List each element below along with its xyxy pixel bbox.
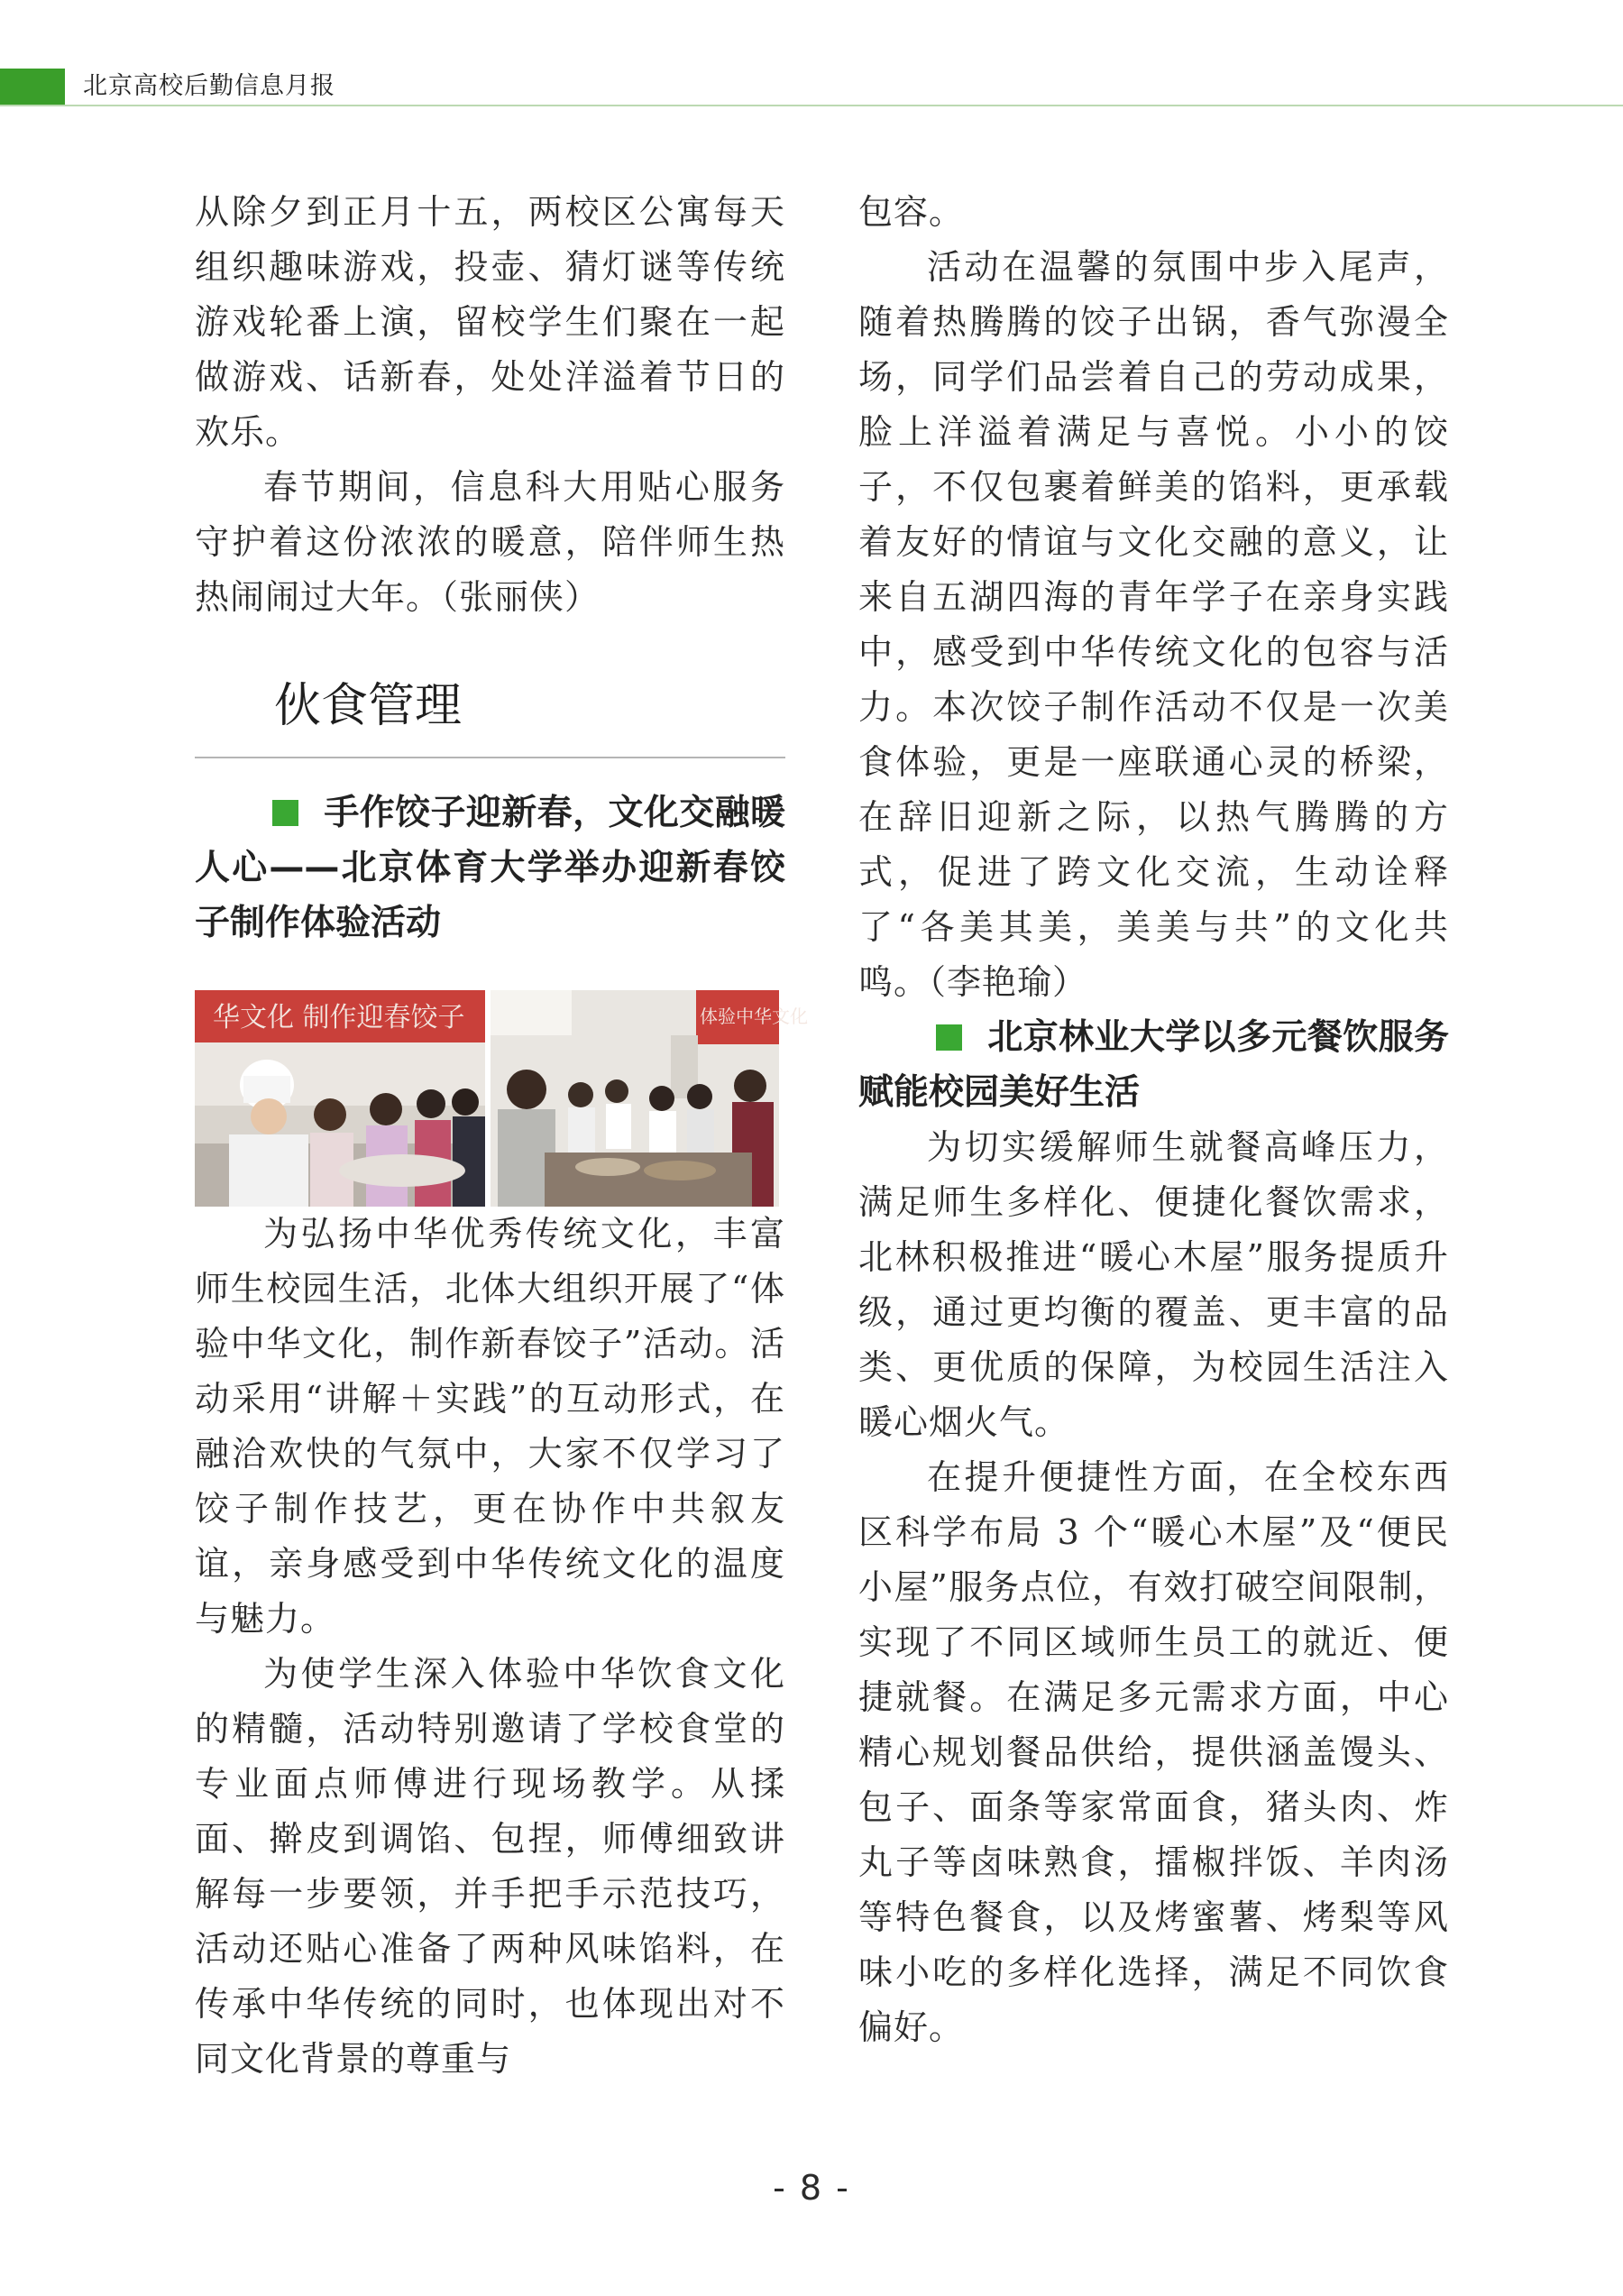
section-heading: 伙食管理 [195, 672, 785, 758]
left-column [195, 185, 808, 2087]
header-accent-block [0, 69, 65, 105]
green-square-icon [272, 800, 298, 826]
photo-banner-text: 体验中华文化 [700, 1006, 808, 1027]
article-title-text: 手作饺子迎新春，文化交融暖人心——北京体育大学举办迎新春饺子制作体验活动 [195, 793, 785, 943]
photo-banner-text: 华文化 制作迎春饺子 [213, 1002, 465, 1033]
paragraph: 为弘扬中华优秀传统文化，丰富师生校园生活，北体大组织开展了“体验中华文化，制作新春饺子”活动。活动采用“讲解＋实践”的互动形式，在融洽欢快的气氛中，大家不仅学习了饺子制作技艺，更在协作中共叙友谊，亲身感受到中华传统文化的温度与魅力。 [195, 1214, 785, 1639]
header-bar [0, 69, 1623, 106]
paragraph: 春节期间，信息科大用贴心服务守护着这份浓浓的暖意，陪伴师生热热闹闹过大年。（张丽侠） [195, 467, 785, 617]
paragraph: 包容。 [858, 192, 965, 232]
page-number: - 8 - [773, 2168, 850, 2208]
paragraph: 在提升便捷性方面，在全校东西区科学布局 3 个“暖心木屋”及“便民小屋”服务点位，有效打破空间限制，实现了不同区域师生员工的就近、便捷就餐。在满足多元需求方面，中心精心规划餐品供给，提供涵盖馒头、包子、面条等家常面食，猪头肉、炸丸子等卤味熟食，擂椒拌饭、羊肉汤等特色餐食，以及烤蜜薯、烤梨等风味小吃的多样化选择，满足不同饮食偏好。 [858, 1457, 1449, 2047]
photo-group [195, 990, 808, 1207]
paragraph: 从除夕到正月十五，两校区公寓每天组织趣味游戏，投壶、猜灯谜等传统游戏轮番上演，留校学生们聚在一起做游戏、话新春，处处洋溢着节日的欢乐。 [195, 192, 785, 452]
dumpling-group-photo [491, 990, 808, 1207]
dumpling-class-photo [195, 990, 485, 1207]
publication-title: 北京高校后勤信息月报 [83, 72, 335, 100]
article-title [195, 785, 785, 951]
right-column [858, 185, 1449, 2055]
article-title-text: 北京林业大学以多元餐饮服务赋能校园美好生活 [858, 1017, 1449, 1113]
green-square-icon [936, 1024, 962, 1051]
paragraph: 活动在温馨的氛围中步入尾声，随着热腾腾的饺子出锅，香气弥漫全场，同学们品尝着自己的劳动成果，脸上洋溢着满足与喜悦。小小的饺子，不仅包裹着鲜美的馅料，更承载着友好的情谊与文化交融的意义，让来自五湖四海的青年学子在亲身实践中，感受到中华传统文化的包容与活力。本次饺子制作活动不仅是一次美食体验，更是一座联通心灵的桥梁，在辞旧迎新之际，以热气腾腾的方式，促进了跨文化交流，生动诠释了“各美其美，美美与共”的文化共鸣。（李艳瑜） [858, 247, 1449, 1002]
paragraph: 为切实缓解师生就餐高峰压力，满足师生多样化、便捷化餐饮需求，北林积极推进“暖心木屋”服务提质升级，通过更均衡的覆盖、更丰富的品类、更优质的保障，为校园生活注入暖心烟火气。 [858, 1127, 1449, 1442]
article-title [858, 1010, 1449, 1120]
paragraph: 为使学生深入体验中华饮食文化的精髓，活动特别邀请了学校食堂的专业面点师傅进行现场教学。从揉面、擀皮到调馅、包捏，师傅细致讲解每一步要领，并手把手示范技巧，活动还贴心准备了两种风味馅料，在传承中华传统的同时，也体现出对不同文化背景的尊重与 [195, 1654, 785, 2079]
